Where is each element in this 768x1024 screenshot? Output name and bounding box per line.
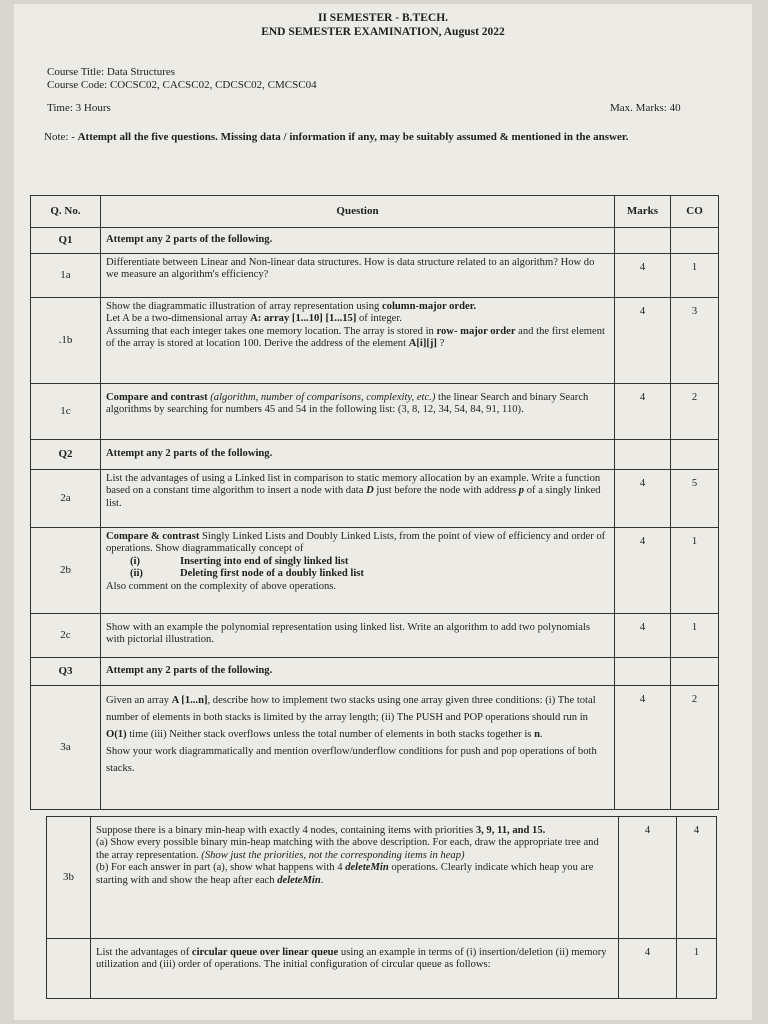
question-row-2a xyxy=(31,470,719,528)
q2b-co: 1 xyxy=(671,528,719,614)
q2c-marks: 4 xyxy=(615,614,671,658)
q3c-text: List the advantages of circular queue over linear queue using an example in terms of (i) insertion/deletion (ii) memory utilization and (iii) order of operations. The initial configuration of circular queue as follows: xyxy=(91,939,619,999)
q3-number: Q3 xyxy=(31,658,101,686)
section-row-q2 xyxy=(31,440,719,470)
q2b-number: 2b xyxy=(31,528,101,614)
q2c-co: 1 xyxy=(671,614,719,658)
q1-instruction: Attempt any 2 parts of the following. xyxy=(101,228,615,254)
q1a-text: Differentiate between Linear and Non-linear data structures. How is data structure related to an algorithm? How do we measure an algorithm's efficiency? xyxy=(101,254,615,298)
exam-heading: END SEMESTER EXAMINATION, August 2022 xyxy=(261,26,505,38)
q3c-marks: 4 xyxy=(619,939,677,999)
q2a-co: 5 xyxy=(671,470,719,528)
table-header-row xyxy=(31,196,719,228)
q3c-co: 1 xyxy=(677,939,717,999)
note-text: Attempt all the five questions. Missing data / information if any, may be suitably assumed & mentioned in the answer. xyxy=(77,131,629,143)
q3a-marks: 4 xyxy=(615,686,671,810)
q2b-marks: 4 xyxy=(615,528,671,614)
question-row-2b xyxy=(31,528,719,614)
q2-instruction: Attempt any 2 parts of the following. xyxy=(101,440,615,470)
q2a-marks: 4 xyxy=(615,470,671,528)
header-qno: Q. No. xyxy=(31,196,101,228)
q2c-text: Show with an example the polynomial representation using linked list. Write an algorithm to add two polynomials with pictorial illustration. xyxy=(101,614,615,658)
question-row-3c xyxy=(47,939,717,999)
q1c-co: 2 xyxy=(671,384,719,440)
q1a-marks: 4 xyxy=(615,254,671,298)
q2b-text: Compare & contrast Singly Linked Lists and Doubly Linked Lists, from the point of view of efficiency and order of operations. Show diagrammatically concept of (i) Inserting into end of singly linked list (ii) Deleting first node of a doubly linked list Also comment on the complexity of above operations. xyxy=(101,528,615,614)
q3b-number: 3b xyxy=(47,817,91,939)
q1b-number: .1b xyxy=(31,298,101,384)
q2a-number: 2a xyxy=(31,470,101,528)
q3b-co: 4 xyxy=(677,817,717,939)
question-table-continued xyxy=(46,816,717,999)
exam-time: Time: 3 Hours xyxy=(47,102,111,114)
course-code: Course Code: COCSC02, CACSC02, CDCSC02, CMCSC04 xyxy=(47,79,317,91)
section-row-q1 xyxy=(31,228,719,254)
q1a-number: 1a xyxy=(31,254,101,298)
q1b-text: Show the diagrammatic illustration of array representation using column-major order. Let A be a two-dimensional array A: array [1...10] [1...15] of integer. Assuming that each integer takes one memory location. The array is stored in row- major order and the first element of the array is stored at location 100. Derive the address of the element A[i][j] ? xyxy=(101,298,615,384)
q3a-number: 3a xyxy=(31,686,101,810)
section-row-q3 xyxy=(31,658,719,686)
max-marks: Max. Marks: 40 xyxy=(610,102,681,114)
question-row-3a xyxy=(31,686,719,810)
course-title: Course Title: Data Structures xyxy=(47,66,176,78)
header-marks: Marks xyxy=(615,196,671,228)
note-label: Note: - xyxy=(44,131,78,143)
header-co: CO xyxy=(671,196,719,228)
q1a-co: 1 xyxy=(671,254,719,298)
q1-number: Q1 xyxy=(31,228,101,254)
question-row-1a xyxy=(31,254,719,298)
q3-instruction: Attempt any 2 parts of the following. xyxy=(101,658,615,686)
question-row-1b xyxy=(31,298,719,384)
exam-paper xyxy=(14,4,752,1020)
question-row-1c xyxy=(31,384,719,440)
semester-heading: II SEMESTER - B.TECH. xyxy=(317,12,449,24)
q3b-marks: 4 xyxy=(619,817,677,939)
exam-note xyxy=(44,130,724,144)
q3b-text: Suppose there is a binary min-heap with exactly 4 nodes, containing items with priorities 3, 9, 11, and 15. (a) Show every possible binary min-heap matching with the above description. For each, draw the appropriate tree and the array representation. (Show just the priorities, not the corresponding items in heap) (b) For each answer in part (a), show what happens with 4 deleteMin operations. Clearly indicate which heap you are starting with and show the heap after each deleteMin. xyxy=(91,817,619,939)
q2c-number: 2c xyxy=(31,614,101,658)
q1c-number: 1c xyxy=(31,384,101,440)
q1b-co: 3 xyxy=(671,298,719,384)
q1c-text: Compare and contrast (algorithm, number of comparisons, complexity, etc.) the linear Search and binary Search algorithms by searching for numbers 45 and 54 in the following list: (3, 8, 12, 34, 54, 84, 91, 110). xyxy=(101,384,615,440)
header-question: Question xyxy=(101,196,615,228)
q3a-co: 2 xyxy=(671,686,719,810)
question-table xyxy=(30,195,719,810)
q1c-marks: 4 xyxy=(615,384,671,440)
q1b-marks: 4 xyxy=(615,298,671,384)
question-row-3b xyxy=(47,817,717,939)
question-row-2c xyxy=(31,614,719,658)
q2a-text: List the advantages of using a Linked list in comparison to static memory allocation by an example. Write a function based on a constant time algorithm to insert a node with data D just before the node with address p of a singly linked list. xyxy=(101,470,615,528)
q3a-text: Given an array A [1...n], describe how to implement two stacks using one array given three conditions: (i) The total number of elements in both stacks is limited by the array length; (ii) The PUSH and POP operations should run in O(1) time (iii) Neither stack overflows unless the total number of elements in both stacks together is n. Show your work diagrammatically and mention overflow/underflow conditions for push and pop operations of both stacks. xyxy=(101,686,615,810)
q2-number: Q2 xyxy=(31,440,101,470)
